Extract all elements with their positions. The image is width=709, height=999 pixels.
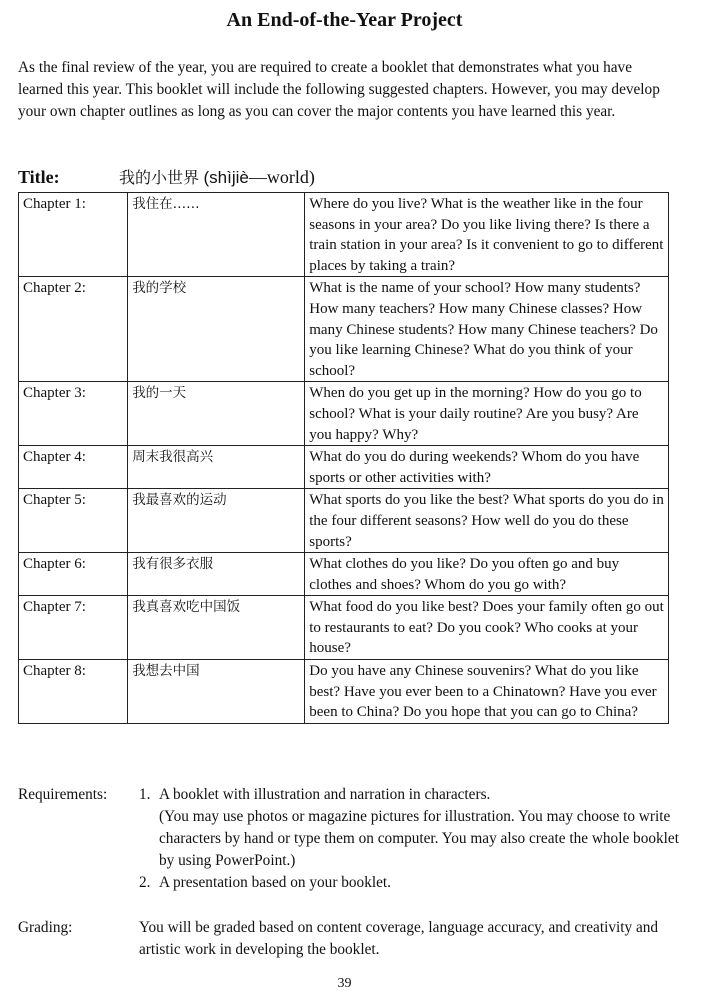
requirements-label: Requirements: bbox=[18, 786, 108, 803]
chapter-title: 周末我很高兴 bbox=[128, 446, 305, 489]
title-pinyin: (shìjiè bbox=[203, 168, 249, 187]
table-row bbox=[19, 596, 669, 660]
chapter-title: 我有很多衣服 bbox=[128, 553, 305, 596]
chapter-title: 我的学校 bbox=[128, 277, 305, 382]
chapters-table bbox=[18, 192, 669, 724]
booklet-title-line bbox=[18, 165, 678, 188]
table-row bbox=[19, 382, 669, 446]
table-row bbox=[19, 277, 669, 382]
requirement-item bbox=[139, 872, 689, 894]
chapter-questions: What clothes do you like? Do you often go and buy clothes and shoes? Whom do you go with? bbox=[305, 553, 669, 596]
chapter-questions: Where do you live? What is the weather like in the four seasons in your area? Do you like living there? Is there a train station in your area? Is it convenient to go to different places by taking a train? bbox=[305, 193, 669, 277]
requirement-number: 1. bbox=[139, 786, 151, 803]
requirement-note: (You may use photos or magazine pictures for illustration. You may choose to write characters by hand or type them on computer. You may also create the whole booklet by using PowerPoint.) bbox=[159, 808, 679, 869]
table-row bbox=[19, 446, 669, 489]
chapter-number: Chapter 7: bbox=[19, 596, 128, 660]
page-number: 39 bbox=[337, 976, 352, 991]
title-label: Title: bbox=[18, 167, 60, 187]
chapter-questions: Do you have any Chinese souvenirs? What do you like best? Have you ever been to a Chinatown? Have you ever been to China? Do you hope that you can go to China? bbox=[305, 660, 669, 724]
requirement-text: A presentation based on your booklet. bbox=[159, 874, 391, 891]
title-chinese: 我的小世界 bbox=[119, 168, 200, 187]
chapter-number: Chapter 1: bbox=[19, 193, 128, 277]
chapter-title: 我真喜欢吃中国饭 bbox=[128, 596, 305, 660]
chapter-title: 我最喜欢的运动 bbox=[128, 489, 305, 553]
page-title: An End-of-the-Year Project bbox=[226, 9, 463, 31]
chapter-number: Chapter 6: bbox=[19, 553, 128, 596]
table-row bbox=[19, 489, 669, 553]
title-english: —world) bbox=[248, 167, 315, 187]
table-row bbox=[19, 193, 669, 277]
requirement-number: 2. bbox=[139, 874, 151, 891]
chapter-questions: When do you get up in the morning? How do you go to school? What is your daily routine? Are you busy? Are you happy? Why? bbox=[305, 382, 669, 446]
table-row bbox=[19, 553, 669, 596]
chapter-questions: What is the name of your school? How many students? How many teachers? How many Chinese classes? How many Chinese students? How many Chinese teachers? Do you like learning Chinese? What do you think of your school? bbox=[305, 277, 669, 382]
chapter-number: Chapter 3: bbox=[19, 382, 128, 446]
chapter-number: Chapter 5: bbox=[19, 489, 128, 553]
chapter-questions: What do you do during weekends? Whom do you have sports or other activities with? bbox=[305, 446, 669, 489]
chapter-number: Chapter 4: bbox=[19, 446, 128, 489]
chapter-number: Chapter 8: bbox=[19, 660, 128, 724]
chapter-questions: What sports do you like the best? What sports do you do in the four different seasons? How well do you do these sports? bbox=[305, 489, 669, 553]
grading-text: You will be graded based on content coverage, language accuracy, and creativity and artistic work in developing the booklet. bbox=[139, 919, 659, 958]
requirement-text: A booklet with illustration and narration in characters. bbox=[159, 786, 491, 803]
requirements-list bbox=[139, 784, 689, 894]
grading-label: Grading: bbox=[18, 919, 73, 936]
chapter-title: 我想去中国 bbox=[128, 660, 305, 724]
chapter-title: 我住在…… bbox=[128, 193, 305, 277]
chapter-questions: What food do you like best? Does your family often go out to restaurants to eat? Do you cook? Who cooks at your house? bbox=[305, 596, 669, 660]
chapter-number: Chapter 2: bbox=[19, 277, 128, 382]
requirement-item bbox=[139, 784, 689, 806]
intro-paragraph: As the final review of the year, you are required to create a booklet that demonstrates what you have learned this year. This booklet will include the following suggested chapters. However, you may develop your own chapter outlines as long as you can cover the major contents you have learned this year. bbox=[18, 59, 660, 120]
chapter-title: 我的一天 bbox=[128, 382, 305, 446]
table-row bbox=[19, 660, 669, 724]
